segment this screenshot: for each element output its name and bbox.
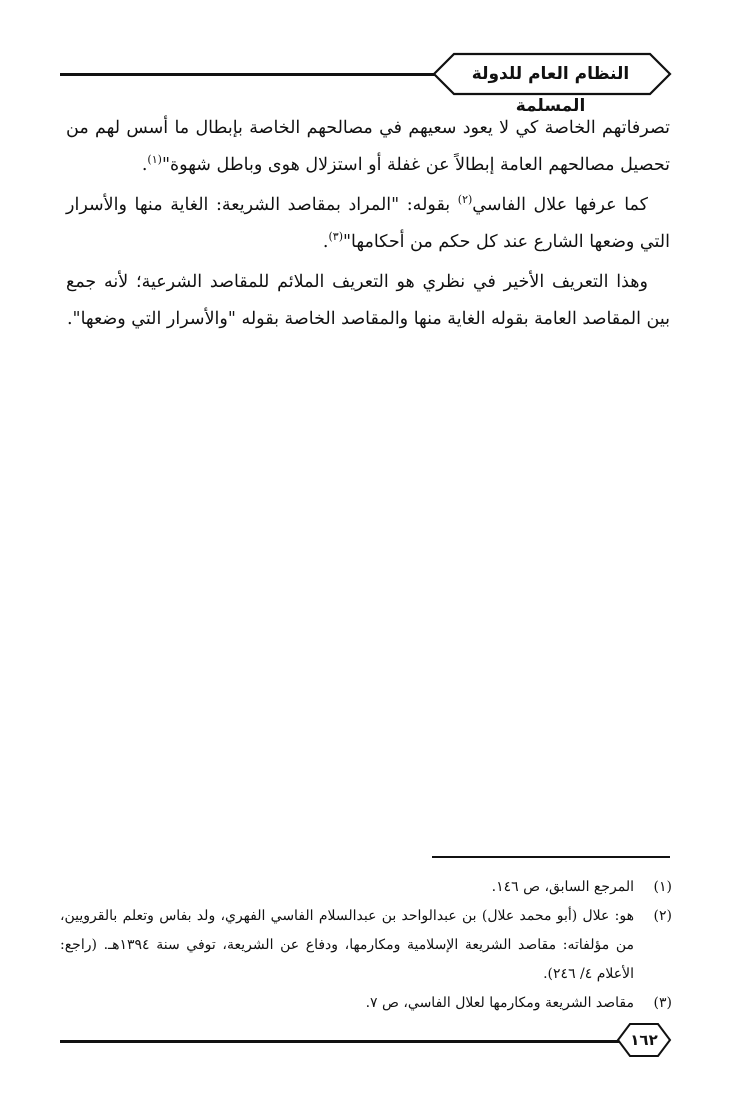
- footnote-ref-3[interactable]: (٣): [328, 230, 343, 244]
- footer-rule: [60, 1040, 625, 1043]
- footnote-number: (٣): [653, 995, 672, 1011]
- paragraph-3: وهذا التعريف الأخير في نظري هو التعريف الملائم للمقاصد الشرعية؛ لأنه جمع بين المقاصد العامة بقوله الغاية منها والمقاصد الخاصة بقوله "والأسرار التي وضعها".: [66, 272, 670, 329]
- footnote-2: [60, 902, 672, 989]
- footnote-text: المرجع السابق، ص ١٤٦.: [491, 879, 634, 895]
- paragraph-2: كما عرفها علال الفاسي$^{(٢)}$ بقوله: "المراد بمقاصد الشريعة: الغاية منها والأسرار التي وضعها الشارع عند كل حكم من أحكامها"$^{(٣)}$.: [66, 193, 670, 252]
- footnote-number: (١): [653, 879, 672, 895]
- footnote-text: مقاصد الشريعة ومكارمها لعلال الفاسي، ص ٧.: [365, 995, 634, 1011]
- paragraph-1: تصرفاتهم الخاصة كي لا يعود سعيهم في مصالحهم الخاصة بإبطال ما أسس لهم من تحصيل مصالحهم العامة إبطالاً عن غفلة أو استزلال هوى وباطل شهوة"$^{(١)}$.: [66, 118, 670, 175]
- running-header-title: النظام العام للدولة المسلمة: [471, 64, 630, 116]
- page-number: ١٦٢: [630, 1031, 658, 1049]
- footnote-number: (٢): [653, 908, 672, 924]
- body-text: [66, 110, 670, 338]
- header-rule: [60, 73, 440, 76]
- footnote-ref-2[interactable]: (٢): [457, 193, 473, 207]
- footnote-ref-1[interactable]: (١): [147, 153, 162, 167]
- footnote-1: [60, 873, 672, 902]
- footnote-3: [60, 989, 672, 1018]
- footnote-separator: [432, 856, 670, 858]
- footnotes: [60, 873, 672, 1018]
- footnote-text: هو: علال (أبو محمد علال) بن عبدالواحد بن عبدالسلام الفاسي الفهري، ولد بفاس وتعلم بالقرويين، من مؤلفاته: مقاصد الشريعة الإسلامية ومكارمها، ودفاع عن الشريعة، توفي سنة ١٣٩٤هـ. (راجع: الأعلام ٤/ ٢٤٦).: [60, 908, 634, 982]
